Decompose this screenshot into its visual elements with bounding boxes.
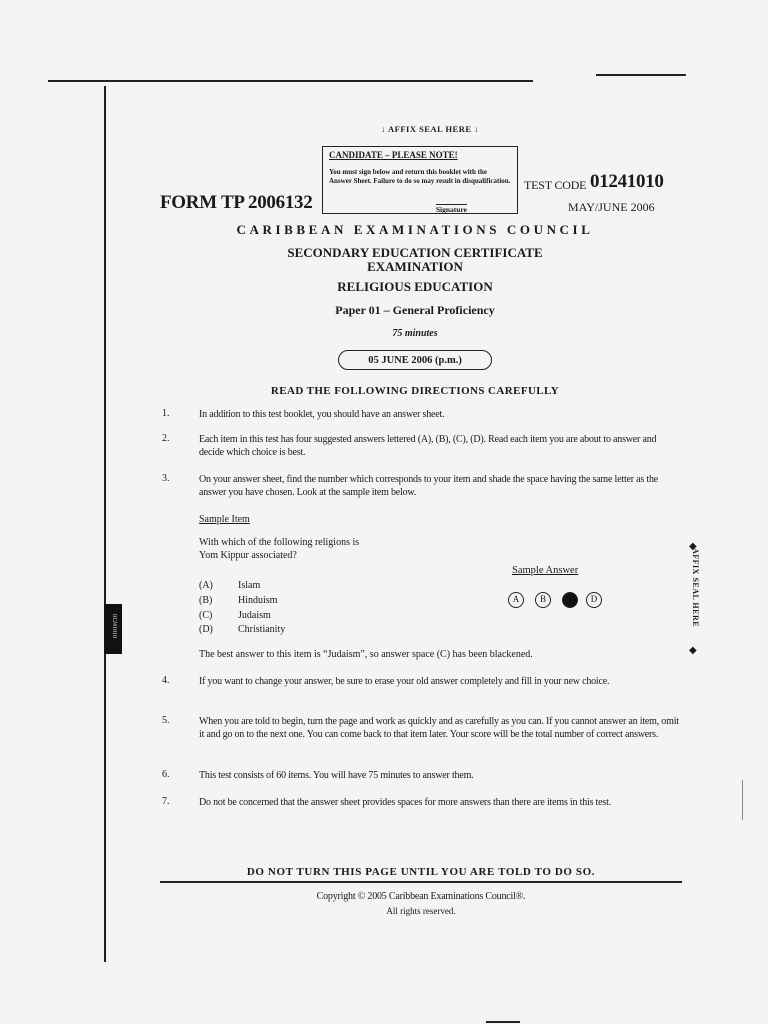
option-letter: (B) [199,595,213,606]
note-title: CANDIDATE – PLEASE NOTE! [329,150,458,160]
option-letter: (C) [199,610,213,621]
direction-text: When you are told to begin, turn the page and work as quickly and as carefully as you can. If you cannot answer an item, omit it and go on to the next one. You can come back to that item later. Your score will be the total number of correct answers. [199,716,679,740]
sample-item-heading: Sample Item [199,514,250,525]
top-rule-left [48,80,533,82]
direction-text: This test consists of 60 items. You will have 75 minutes to answer them. [199,770,474,781]
arrow-down-icon: ↓ [474,124,479,134]
copyright: Copyright © 2005 Caribbean Examinations Council®. [316,891,526,902]
sample-explanation: The best answer to this item is “Judaism”, so answer space (C) has been blackened. [199,649,533,660]
certificate-title: SECONDARY EDUCATION CERTIFICATE [287,245,543,260]
note-text: You must sign below and return this booklet with the Answer Sheet. Failure to do so may result in disqualification. [329,168,511,185]
arrow-up-icon: ◆ [689,541,697,552]
direction-number: 7. [162,796,170,807]
answer-bubble-a[interactable]: A [508,592,524,608]
directions-heading: READ THE FOLLOWING DIRECTIONS CAREFULLY [270,385,560,397]
arrow-down-icon: ↓ [381,124,386,134]
duration: 75 minutes [392,328,438,339]
sample-question-line: With which of the following religions is [199,537,360,548]
footer-rule [160,881,682,883]
option-text: Islam [238,580,261,591]
side-seal-label: AFFIX SEAL HERE [691,548,700,628]
exam-session: MAY/JUNE 2006 [568,200,655,214]
side-tab [104,604,122,654]
affix-seal-label: AFFIX SEAL HERE [387,124,472,134]
direction-text: On your answer sheet, find the number which corresponds to your item and shade the space having the same letter as the answer you have chosen. Look at the sample item below. [199,474,659,498]
direction-text: Each item in this test has four suggested answers lettered (A), (B), (C), (D). Read each item you are about to answer and decide which choice is best. [199,434,657,458]
candidate-note-box [322,146,518,214]
left-margin-line [104,86,106,962]
rights-reserved: All rights reserved. [386,906,456,916]
sample-answer-heading: Sample Answer [512,565,579,576]
affix-seal-top [330,124,530,134]
test-code: 01241010 [590,171,664,192]
direction-number: 4. [162,675,170,686]
direction-number: 1. [162,408,170,419]
direction-number: 5. [162,715,170,726]
answer-bubble-b[interactable]: B [535,592,551,608]
direction-number: 6. [162,769,170,780]
exam-date-pill: 05 JUNE 2006 (p.m.) [338,350,492,370]
option-letter: (A) [199,580,213,591]
paper-title: Paper 01 – General Proficiency [335,303,495,317]
arrow-down-icon: ◆ [689,645,697,656]
examination-title: EXAMINATION [367,259,463,274]
answer-bubble-c-filled[interactable] [562,592,578,608]
do-not-turn-warning: DO NOT TURN THIS PAGE UNTIL YOU ARE TOLD TO DO SO. [246,866,596,878]
signature-line[interactable]: Signature [435,205,467,214]
form-code: FORM TP 2006132 [160,192,313,213]
direction-number: 3. [162,473,170,484]
direction-number: 2. [162,433,170,444]
option-letter: (D) [199,624,213,635]
option-text: Christianity [238,624,286,635]
subject-title: RELIGIOUS EDUCATION [337,279,493,294]
direction-text: If you want to change your answer, be sure to erase your old answer completely and fill in your new choice. [199,676,610,687]
top-rule-right [596,74,686,76]
test-code-label: TEST CODE [524,178,587,192]
sample-question-line: Yom Kippur associated? [199,550,297,561]
answer-bubble-d[interactable]: D [586,592,602,608]
right-margin-dashes [742,780,743,820]
direction-text: In addition to this test booklet, you should have an answer sheet. [199,409,445,420]
direction-text: Do not be concerned that the answer sheet provides spaces for more answers than there are items in this test. [199,797,611,808]
bottom-mark [486,1021,520,1023]
side-affix-seal [688,548,702,638]
option-text: Hinduism [238,595,278,606]
side-tab-label: 01241010 [111,614,117,638]
council-title: CARIBBEAN EXAMINATIONS COUNCIL [236,222,594,237]
option-text: Judaism [238,610,271,621]
